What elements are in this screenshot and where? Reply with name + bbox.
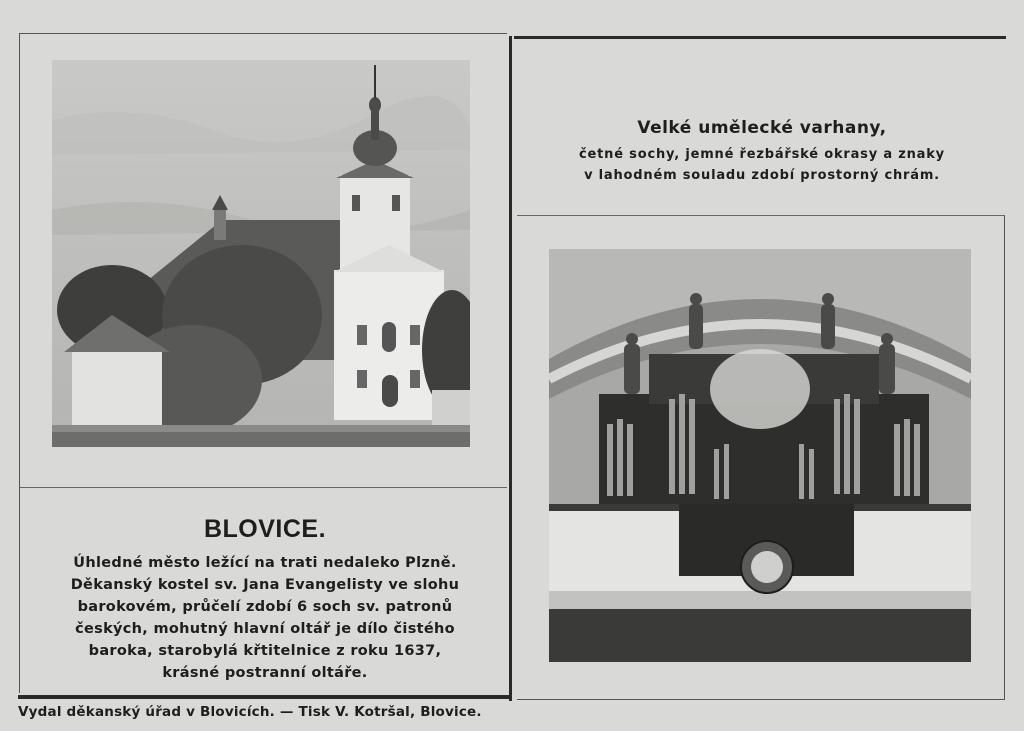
organ-caption-line-1: četné sochy, jemné řezbářské okrasy a znaky	[579, 147, 945, 162]
frame-left-middle-rule	[20, 487, 507, 488]
frame-right-middle-rule	[517, 215, 1005, 216]
organ-caption	[520, 118, 1004, 186]
organ-caption-line-2: v lahodném souladu zdobí prostorný chrám.	[584, 168, 940, 183]
frame-bottom-left-rule	[18, 695, 510, 699]
town-caption-line-4: českých, mohutný hlavní oltář je dílo čistého	[75, 621, 455, 637]
town-caption	[30, 515, 500, 684]
frame-top-right-rule	[514, 36, 1006, 39]
town-caption-line-5: baroka, starobylá křtitelnice z roku 1637,	[88, 643, 442, 659]
frame-bottom-right-rule	[517, 699, 1005, 700]
town-caption-line-2: Děkanský kostel sv. Jana Evangelisty ve slohu	[70, 577, 460, 593]
town-caption-line-6: krásné postranní oltáře.	[162, 665, 368, 681]
church-photo	[52, 60, 470, 447]
organ-caption-title: Velké umělecké varhany,	[637, 118, 887, 138]
frame-right-rule	[1004, 215, 1005, 700]
town-caption-line-3: barokovém, průčelí zdobí 6 soch sv. patronů	[77, 599, 453, 615]
town-title: BLOVICE.	[203, 515, 327, 543]
frame-left-rule	[19, 33, 20, 693]
publisher-footer: Vydal děkanský úřad v Blovicích. — Tisk V. Kotršal, Blovice.	[18, 704, 482, 720]
frame-center-divider	[509, 36, 512, 701]
frame-top-left-rule	[20, 33, 507, 34]
town-caption-line-1: Úhledné město ležící na trati nedaleko Plzně.	[73, 555, 457, 571]
organ-photo	[549, 249, 971, 662]
